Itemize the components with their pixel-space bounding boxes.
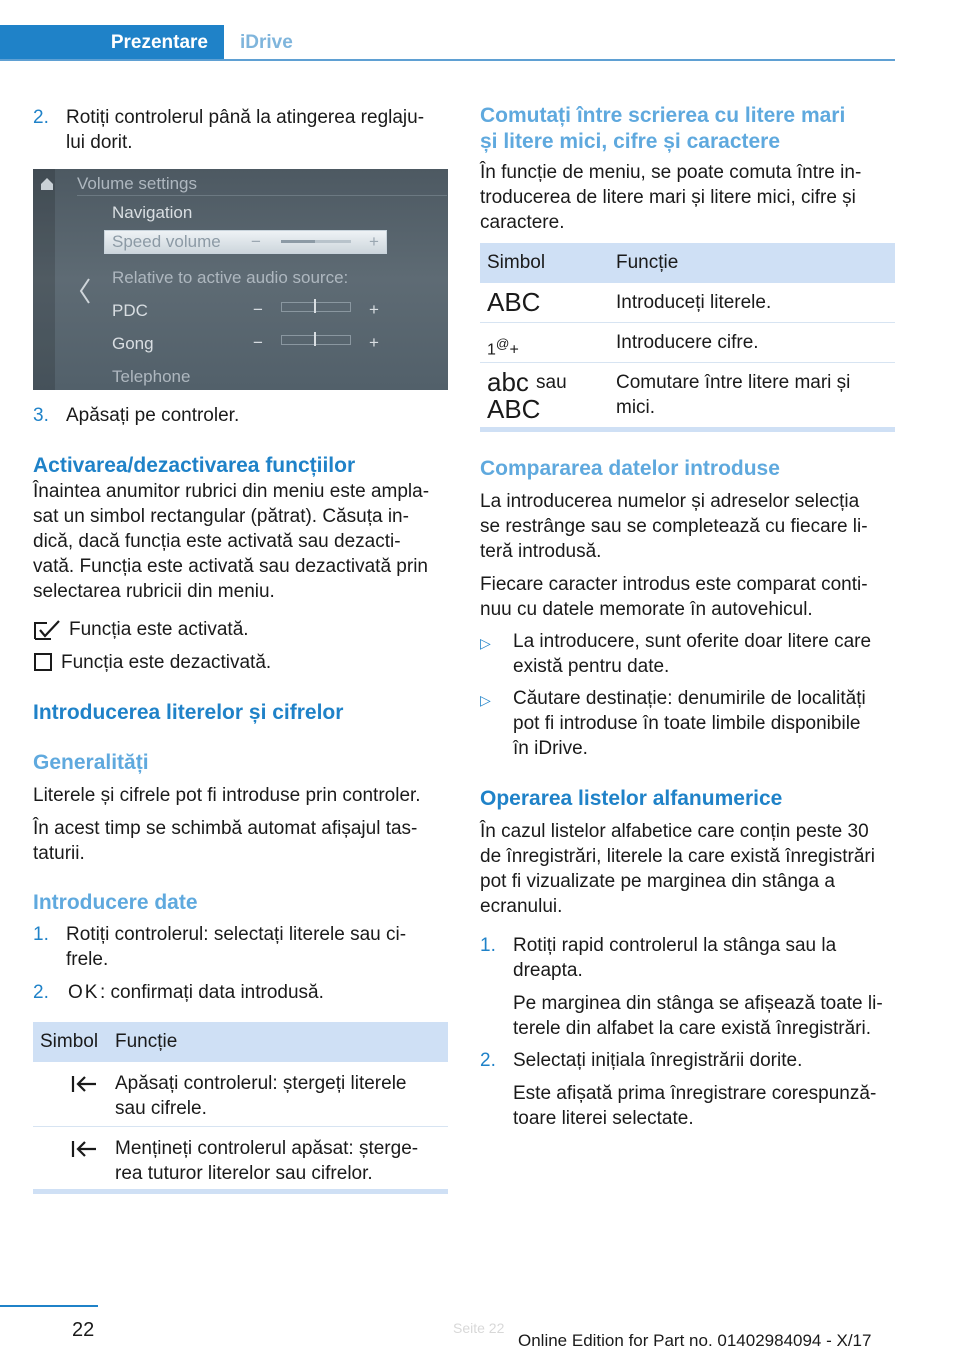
page-number: 22 (72, 1319, 95, 1341)
step-number: 3. (33, 405, 49, 426)
abc-upper-symbol: ABC (487, 287, 541, 317)
heading-operarea: Operarea listelor alfanumerice (480, 787, 783, 810)
abc-lower-symbol: abc (487, 367, 529, 397)
heading-activare: Activarea/dezactivarea funcțiilor (33, 454, 356, 477)
triangle-bullet-icon: ▷ (480, 635, 491, 651)
screen-title: Volume settings (77, 174, 198, 193)
step-number: 1. (480, 935, 496, 956)
numbers-symbol: 1@+ (487, 336, 519, 359)
step-number: 1. (33, 924, 49, 945)
table-header: Simbol Funcție (480, 243, 895, 283)
step-number: 2. (480, 1050, 496, 1071)
screen-divider (77, 195, 447, 196)
chevron-left-icon[interactable] (79, 277, 91, 305)
table-row: Mențineți controlerul apăsat: șterge- rea tuturor literelor sau cifrelor. (33, 1127, 448, 1189)
paragraph-comutati: În funcție de meniu, se poate comuta între in- troducerea de litere mari și litere mici, cifre și caractere. (480, 162, 862, 233)
paragraph-generalitati-2: În acest timp se schimbă automat afișajul tas- taturii. (33, 818, 418, 864)
menu-item-telephone[interactable]: Telephone (112, 367, 191, 386)
gong-plus[interactable]: + (369, 333, 379, 352)
table-row: ABC Introduceți literele. (480, 283, 895, 323)
table-row: 1@+ Introducere cifre. (480, 323, 895, 363)
step-text-line: Rotiți controlerul până la atingerea reglaju- (66, 107, 425, 128)
unchecked-box-icon (33, 652, 53, 672)
abc-upper-symbol: ABC (487, 394, 541, 424)
menu-item-gong[interactable]: Gong (112, 334, 154, 353)
heading-generalitati: Generalități (33, 751, 149, 774)
header-rule (0, 59, 895, 61)
step-text: Apăsați pe controler. (66, 405, 240, 426)
footer-rule (0, 1305, 98, 1307)
table-stergere (33, 1022, 448, 1194)
paragraph-comparare-1: La introducerea numelor și adreselor selecția se restrânge sau se completează cu fiecare li- teră introdusă. (480, 491, 868, 562)
gong-slider-knob[interactable] (314, 332, 316, 346)
table-row: abc sau ABC Comutare între litere mari și mici. (487, 367, 851, 424)
deactivated-text: Funcția este dezactivată. (61, 652, 272, 673)
paragraph-activare: Înaintea anumitor rubrici din meniu este ampla- sat un simbol rectangular (pătrat). Căsuța in- dică, dacă funcția este activată sau dezacti- vată. Funcția este activată sau dezactivată prin selectarea rubricii din meniu. (33, 481, 430, 602)
table-row: Apăsați controlerul: ștergeți literele sau cifrele. (33, 1062, 448, 1127)
paragraph-generalitati-1: Literele și cifrele pot fi introduse prin controler. (33, 785, 421, 806)
step-text-line: lui dorit. (66, 132, 133, 153)
tab-prezentare[interactable]: Prezentare (0, 25, 224, 61)
gong-slider[interactable] (281, 335, 351, 345)
gong-minus[interactable]: − (253, 333, 263, 352)
delete-back-icon (71, 1074, 97, 1094)
heading-comutati: Comutați între scrierea cu litere mari și litere mici, cifre și caractere (480, 104, 846, 153)
heading-introducerea: Introducerea literelor și cifrelor (33, 701, 344, 724)
slider-fill (281, 240, 315, 243)
watermark: Seite 22 (453, 1320, 505, 1336)
checked-box-icon (33, 619, 61, 641)
paragraph-comparare-2: Fiecare caracter introdus este comparat conti- nuu cu datele memorate în autovehicul. (480, 574, 868, 620)
heading-introducere-date: Introducere date (33, 891, 198, 914)
volume-settings-screenshot (33, 169, 448, 390)
pdc-slider[interactable] (281, 302, 351, 312)
delete-all-icon (71, 1139, 97, 1159)
activated-text: Funcția este activată. (69, 619, 249, 640)
edition-text: Online Edition for Part no. 01402984094 - X/17 (518, 1331, 872, 1350)
step-number: 2. (33, 107, 49, 128)
table-footer-rule (480, 427, 895, 432)
pdc-plus[interactable]: + (369, 300, 379, 319)
menu-item-navigation[interactable]: Navigation (112, 203, 193, 222)
paragraph-operarea: În cazul listelor alfabetice care conțin peste 30 de înregistrări, literele la care există înregistrări pot fi vizualizate pe marginea din stânga a ecranului. (480, 821, 875, 917)
step-number: 2. (33, 982, 49, 1003)
pdc-minus[interactable]: − (253, 300, 263, 319)
menu-item-pdc[interactable]: PDC (112, 301, 148, 320)
menu-item-relative: Relative to active audio source: (112, 268, 349, 287)
table-simboluri (480, 243, 895, 432)
table-header: Simbol Funcție (33, 1022, 448, 1062)
triangle-bullet-icon: ▷ (480, 692, 491, 708)
screen-side-strip (33, 169, 55, 390)
home-icon (40, 177, 54, 191)
ok-symbol: OK (68, 982, 100, 1003)
tab-idrive[interactable]: iDrive (240, 32, 293, 53)
table-footer-rule (33, 1189, 448, 1194)
pdc-slider-knob[interactable] (314, 299, 316, 313)
menu-item-speed-volume[interactable]: Speed volume − + (104, 230, 387, 254)
heading-comparare: Compararea datelor introduse (480, 457, 780, 480)
